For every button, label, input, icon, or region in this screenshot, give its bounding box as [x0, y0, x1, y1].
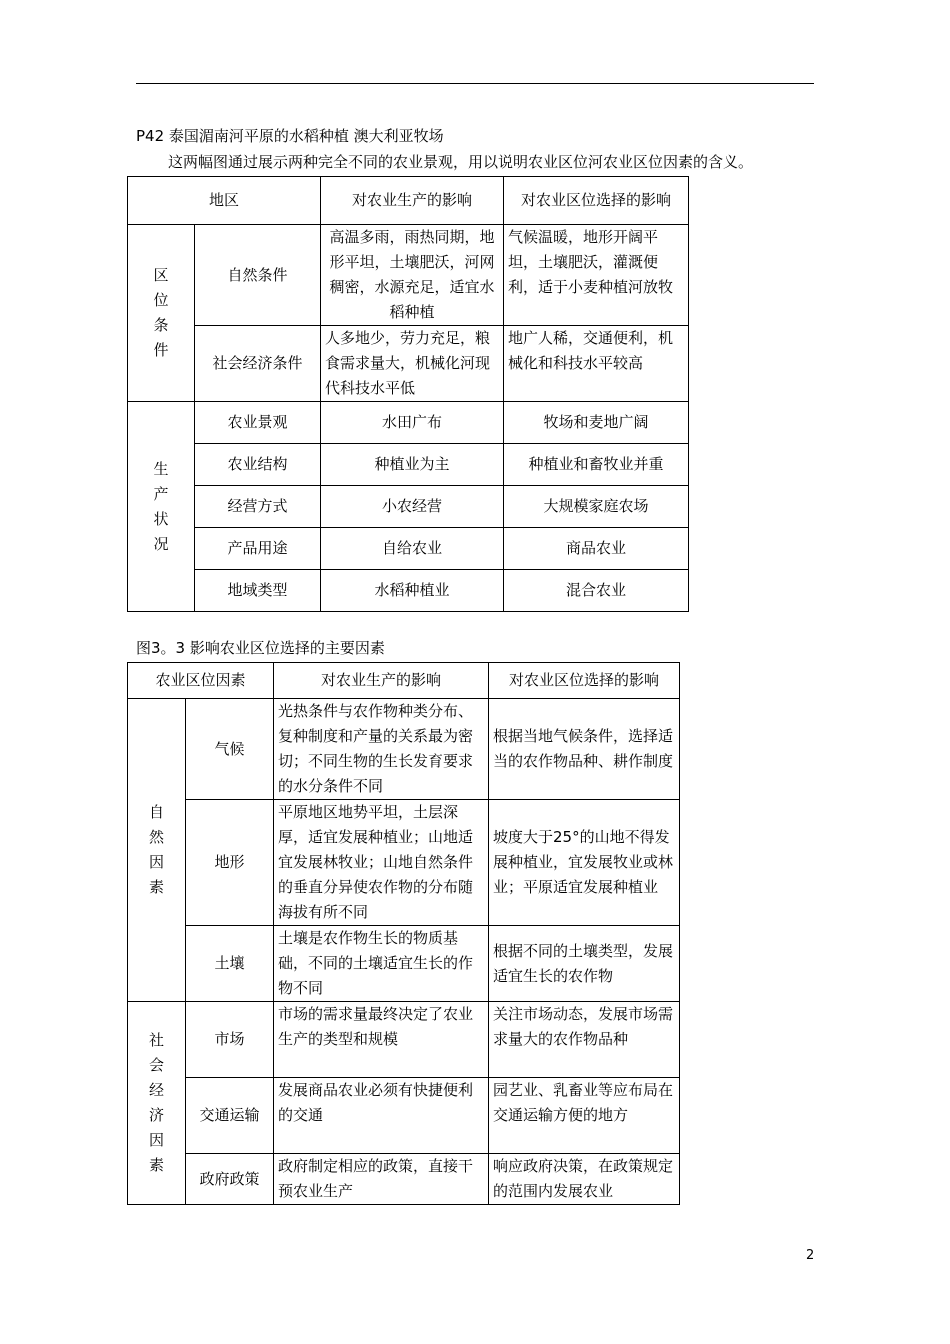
cell-production: 小农经营 — [321, 486, 504, 528]
row-label: 气候 — [186, 699, 274, 800]
cell-location: 根据不同的土壤类型，发展适宜生长的农作物 — [489, 926, 680, 1002]
table-row — [128, 326, 689, 402]
cell-location: 关注市场动态，发展市场需求量大的农作物品种 — [489, 1002, 680, 1078]
header-factor: 农业区位因素 — [128, 663, 274, 699]
table-row — [128, 444, 689, 486]
table-row — [128, 699, 680, 800]
table-header-row — [128, 663, 680, 699]
agriculture-factors-table — [127, 662, 680, 1205]
table-row — [128, 486, 689, 528]
row-label: 农业结构 — [195, 444, 321, 486]
group-label-natural-factors: 自然因素 — [128, 699, 186, 1002]
cell-production: 平原地区地势平坦，土层深厚，适宜发展种植业；山地适宜发展林牧业；山地自然条件的垂直分异使农作物的分布随海拔有所不同 — [274, 800, 489, 926]
cell-production: 人多地少，劳力充足，粮食需求量大，机械化河现代科技水平低 — [321, 326, 504, 402]
group-label-socioeconomic-factors: 社会经济因素 — [128, 1002, 186, 1205]
group-label-location-conditions: 区位条件 — [128, 225, 195, 402]
table-row — [128, 1154, 680, 1205]
cell-location: 混合农业 — [504, 570, 689, 612]
row-label: 交通运输 — [186, 1078, 274, 1154]
row-label: 土壤 — [186, 926, 274, 1002]
cell-location: 园艺业、乳畜业等应布局在交通运输方便的地方 — [489, 1078, 680, 1154]
row-label: 市场 — [186, 1002, 274, 1078]
figure-caption-3-3: 图3。3 影响农业区位选择的主要因素 — [136, 639, 385, 657]
table-row — [128, 1002, 680, 1078]
cell-production: 自给农业 — [321, 528, 504, 570]
cell-production: 光热条件与农作物种类分布、复种制度和产量的关系最为密切；不同生物的生长发育要求的水分条件不同 — [274, 699, 489, 800]
header-location-impact: 对农业区位选择的影响 — [489, 663, 680, 699]
group-label-production-status: 生产状况 — [128, 402, 195, 612]
table-row — [128, 225, 689, 326]
cell-location: 大规模家庭农场 — [504, 486, 689, 528]
table-row — [128, 402, 689, 444]
row-label: 社会经济条件 — [195, 326, 321, 402]
cell-production: 政府制定相应的政策，直接干预农业生产 — [274, 1154, 489, 1205]
cell-production: 水田广布 — [321, 402, 504, 444]
row-label: 地域类型 — [195, 570, 321, 612]
table-header-row — [128, 177, 689, 225]
cell-location: 牧场和麦地广阔 — [504, 402, 689, 444]
cell-location: 种植业和畜牧业并重 — [504, 444, 689, 486]
table-row — [128, 1078, 680, 1154]
cell-location: 根据当地气候条件，选择适当的农作物品种、耕作制度 — [489, 699, 680, 800]
row-label: 自然条件 — [195, 225, 321, 326]
header-region: 地区 — [128, 177, 321, 225]
cell-production: 高温多雨，雨热同期，地形平坦，土壤肥沃，河网稠密，水源充足，适宜水稻种植 — [321, 225, 504, 326]
cell-production: 种植业为主 — [321, 444, 504, 486]
header-production-impact: 对农业生产的影响 — [321, 177, 504, 225]
cell-location: 地广人稀，交通便利，机械化和科技水平较高 — [504, 326, 689, 402]
table-row — [128, 528, 689, 570]
row-label: 农业景观 — [195, 402, 321, 444]
agriculture-comparison-table — [127, 176, 689, 612]
cell-production: 水稻种植业 — [321, 570, 504, 612]
table-row — [128, 570, 689, 612]
intro-paragraph: 这两幅图通过展示两种完全不同的农业景观，用以说明农业区位河农业区位因素的含义。 — [168, 153, 754, 171]
table-row — [128, 926, 680, 1002]
cell-location: 气候温暖，地形开阔平坦，土壤肥沃，灌溉便利，适于小麦种植河放牧 — [504, 225, 689, 326]
table-row — [128, 800, 680, 926]
row-label: 地形 — [186, 800, 274, 926]
cell-production: 市场的需求量最终决定了农业生产的类型和规模 — [274, 1002, 489, 1078]
page-number: 2 — [806, 1248, 815, 1263]
row-label: 产品用途 — [195, 528, 321, 570]
cell-location: 响应政府决策，在政策规定的范围内发展农业 — [489, 1154, 680, 1205]
header-rule — [136, 83, 814, 84]
figure-caption-p42: P42 泰国湄南河平原的水稻种植 澳大利亚牧场 — [136, 127, 444, 145]
row-label: 经营方式 — [195, 486, 321, 528]
header-location-impact: 对农业区位选择的影响 — [504, 177, 689, 225]
header-production-impact: 对农业生产的影响 — [274, 663, 489, 699]
cell-location: 坡度大于25°的山地不得发展种植业，宜发展牧业或林业；平原适宜发展种植业 — [489, 800, 680, 926]
cell-production: 发展商品农业必须有快捷便利的交通 — [274, 1078, 489, 1154]
row-label: 政府政策 — [186, 1154, 274, 1205]
cell-location: 商品农业 — [504, 528, 689, 570]
cell-production: 土壤是农作物生长的物质基础，不同的土壤适宜生长的作物不同 — [274, 926, 489, 1002]
